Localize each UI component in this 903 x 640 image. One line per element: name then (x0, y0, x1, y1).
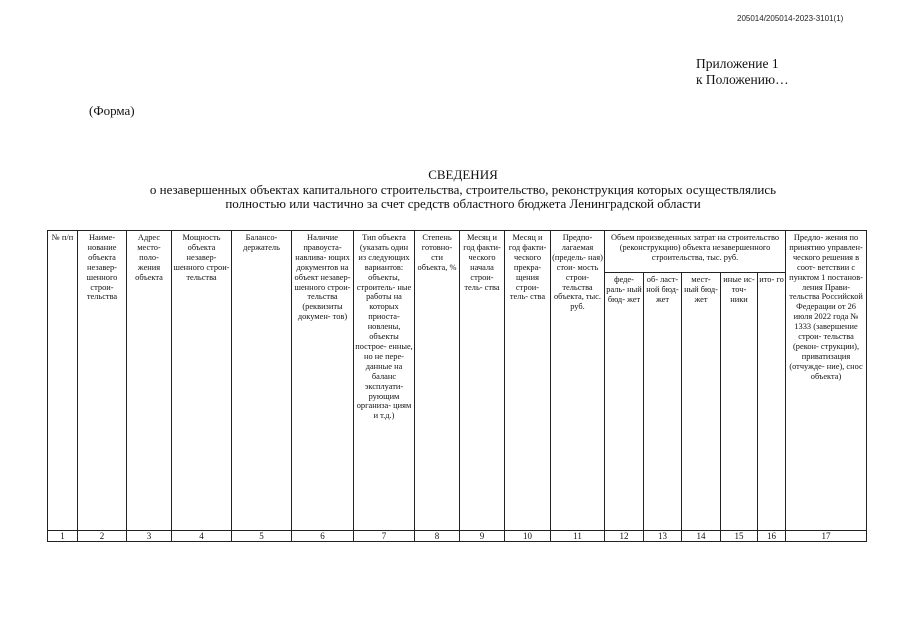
column-number: 12 (605, 531, 644, 542)
costs-subheader-cell: об- ласт- ной бюд- жет (644, 273, 682, 531)
column-number: 17 (786, 531, 867, 542)
header-cell: Предпо- лагаемая (предель- ная) стои- мость строи- тельства объекта, тыс. руб. (551, 231, 605, 531)
header-cell: Тип объекта (указать один из следующих вариантов: объекты, строитель- ные работы на которых приоста- новлены, объекты построе- енные, но не пере- данные на баланс эксплуати- рующим организа- циям и т.д.) (354, 231, 415, 531)
header-cell: Наличие правоуста- навлива- ющих документов на объект незавер- шенного строи- тельства (реквизиты докумен- тов) (292, 231, 354, 531)
column-number: 6 (292, 531, 354, 542)
title-line-3: полностью или частично за счет средств областного бюджета Ленинградской области (225, 196, 701, 211)
header-cell: Балансо- держатель (232, 231, 292, 531)
costs-subheader-cell: феде- раль- ный бюд- жет (605, 273, 644, 531)
annex-reference (696, 56, 789, 88)
document-title (60, 168, 866, 212)
column-number: 3 (127, 531, 172, 542)
header-cell: № п/п (48, 231, 78, 531)
header-cell: Степень готовно- сти объекта, % (415, 231, 460, 531)
column-number: 15 (721, 531, 758, 542)
form-label: (Форма) (89, 103, 135, 118)
column-number: 16 (758, 531, 786, 542)
header-cell: Адрес место- поло- жения объекта (127, 231, 172, 531)
header-cell: Месяц и год факти- ческого начала строи- тель- ства (460, 231, 505, 531)
column-number: 14 (682, 531, 721, 542)
objects-table (47, 230, 867, 542)
column-number: 2 (78, 531, 127, 542)
column-number: 4 (172, 531, 232, 542)
table-header-row (48, 231, 867, 273)
costs-subheader-cell: мест- ный бюд- жет (682, 273, 721, 531)
costs-subheader-cell: ито- го (758, 273, 786, 531)
column-number: 11 (551, 531, 605, 542)
title-heading: СВЕДЕНИЯ (428, 167, 498, 182)
document-id: 205014/205014-2023-3101(1) (737, 14, 844, 23)
costs-subheader-cell: иные ис- точ- ники (721, 273, 758, 531)
column-number: 9 (460, 531, 505, 542)
column-number: 7 (354, 531, 415, 542)
header-cell: Мощность объекта незавер- шенного строи- тельства (172, 231, 232, 531)
column-number: 5 (232, 531, 292, 542)
title-line-2: о незавершенных объектах капитального строительства, строительство, реконструкция которых осуществлялись (149, 181, 777, 197)
column-number: 13 (644, 531, 682, 542)
column-number: 10 (505, 531, 551, 542)
header-cell: Предло- жения по принятию управлен- ческого решения в соот- ветствии с пунктом 1 постанов- ления Прави- тельства Российской Федерации от 26 июля 2022 года № 1333 (завершение строи- тельства (рекон- струкции), приватизация (отчужде- ние), снос объекта) (786, 231, 867, 531)
column-number: 1 (48, 531, 78, 542)
annex-line-2: к Положению… (696, 72, 789, 87)
header-cell: Наиме- нование объекта незавер- шенного строи- тельства (78, 231, 127, 531)
column-number: 8 (415, 531, 460, 542)
column-number-row (48, 531, 867, 542)
annex-line-1: Приложение 1 (696, 56, 779, 71)
costs-group-header: Объем произведенных затрат на строительство (реконструкцию) объекта незавершенного строительства, тыс. руб. (605, 231, 786, 273)
header-cell: Месяц и год факти- ческого прекра- щения строи- тель- ства (505, 231, 551, 531)
